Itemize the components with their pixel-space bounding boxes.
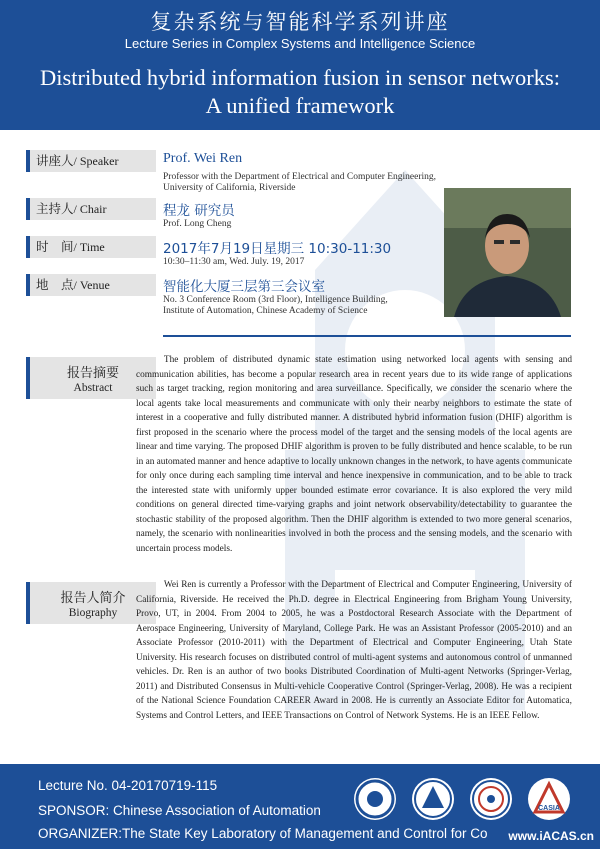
lecture-title-line1: Distributed hybrid information fusion in sensor networks:	[40, 65, 560, 90]
abstract-label-en: Abstract	[73, 382, 113, 394]
footer-banner	[0, 764, 600, 849]
lecture-title-line2: A unified framework	[205, 93, 395, 118]
casia-logo	[528, 778, 570, 820]
website-url: www.iACAS.cn	[508, 829, 594, 843]
venue-value-en-line1: No. 3 Conference Room (3rd Floor), Intelligence Building,	[163, 295, 388, 305]
time-label-cn: 时 间	[36, 239, 74, 254]
casia-logo-text: CASIA	[538, 805, 560, 812]
chair-label-cn: 主持人	[36, 201, 74, 216]
caa-logo	[354, 778, 396, 820]
speaker-affiliation-line2: University of California, Riverside	[163, 183, 296, 193]
series-title-cn: 复杂系统与智能科学系列讲座	[150, 10, 450, 34]
venue-value-en-line2: Institute of Automation, Chinese Academy of Science	[163, 306, 368, 316]
biography-label-cn: 报告人简介	[60, 591, 126, 606]
chair-name-en: Prof. Long Cheng	[163, 219, 232, 229]
lecture-number: Lecture No. 04-20170719-115	[38, 778, 218, 793]
biography-label-en: Biography	[68, 607, 118, 619]
abstract-text: The problem of distributed dynamic state estimation using networked local agents with sensing and communication abilities, has become a popular research area in recent years due to its wide range of applications such as target tracking, region monitoring and area surveillance. Specifically, we consider the scenario where the local agents take local measurements and communicate with only their nearby neighbors to estimate the state of interest in a cooperative and fully distributed manner. A distributed hybrid information fusion (DHIF) algorithm is first proposed in the scenario where the process model of the target and the sensing models of the local agents are linear and time varying. The proposed DHIF algorithm is proven to be fully distributed and hence scalable, to be run in an automated manner and hence adaptive to locally unknown changes in the network, to have agents communicate for only once during each sampling time interval and hence inexpensive in communication, and to be able to track the interested state with uniformly upper bounded estimate error covariance. It is also explored the very mild conditions on general directed time-varying graphs and joint network observability/detectability to guarantee the stochastic stability of the proposed algorithm. Then the DHIF algorithm is extended to two more general scenarios, namely, the scenario with nonlinearities involved in both the process and the sensing models, and the scenario with uncertain process models.	[136, 355, 572, 554]
speaker-label	[26, 150, 156, 172]
sponsor-line: SPONSOR: Chinese Association of Automation	[38, 803, 321, 818]
speaker-label-cn: 讲座人	[36, 153, 74, 168]
time-label	[26, 236, 156, 258]
chair-name-cn: 程龙 研究员	[163, 203, 235, 219]
time-label-en: / Time	[73, 240, 105, 254]
speaker-affiliation-line1: Professor with the Department of Electrical and Computer Engineering,	[163, 172, 437, 182]
speaker-portrait-image	[444, 188, 571, 317]
organizer-line: ORGANIZER:The State Key Laboratory of Management and Control for Co	[38, 826, 488, 841]
section-divider	[163, 335, 571, 337]
header-banner	[0, 0, 600, 130]
series-title-en: Lecture Series in Complex Systems and Intelligence Science	[124, 36, 476, 51]
speaker-photo	[444, 188, 571, 317]
lab-logo	[412, 778, 454, 820]
speaker-name: Prof. Wei Ren	[163, 151, 243, 166]
time-value-cn: 2017年7月19日星期三 10:30-11:30	[163, 241, 392, 257]
venue-value-cn: 智能化大厦三层第三会议室	[163, 279, 325, 295]
lecture-title	[10, 64, 590, 120]
chair-label	[26, 198, 156, 220]
time-value-en: 10:30–11:30 am, Wed. July. 19, 2017	[163, 257, 305, 267]
biography-text: Wei Ren is currently a Professor with the Department of Electrical and Computer Engineering, University of California, Riverside. He received the Ph.D. degree in Electrical Engineering from Brigham Young University, Provo, UT, in 2004. From 2004 to 2005, he was a Postdoctoral Research Associate with the Department of Aerospace Engineering, University of Maryland, College Park. He was an Assistant Professor (2005-2010) and an Associate Professor (2010-2011) with the Department of Electrical and Computer Engineering, Utah State University. His research focuses on distributed control of multi-agent systems and autonomous control of unmanned vehicles. Dr. Ren is an author of two books Distributed Coordination of Multi-agent Networks (Springer-Verlag, 2011) and Distributed Consensus in Multi-vehicle Cooperative Control (Springer-Verlag, 2008). He was a recipient of the National Science Foundation CAREER Award in 2008. He is currently an Associate Editor for Automatica, Systems and Control Letters, and IEEE Transactions on Control of Network Systems. He is an IEEE Fellow.	[136, 580, 572, 721]
speaker-label-en: / Speaker	[73, 154, 119, 168]
venue-label-en: / Venue	[73, 278, 110, 292]
venue-label-cn: 地 点	[36, 277, 74, 292]
chair-label-en: / Chair	[73, 202, 107, 216]
venue-label	[26, 274, 156, 296]
abstract-label-cn: 报告摘要	[66, 366, 119, 381]
institute-seal-logo	[470, 778, 512, 820]
